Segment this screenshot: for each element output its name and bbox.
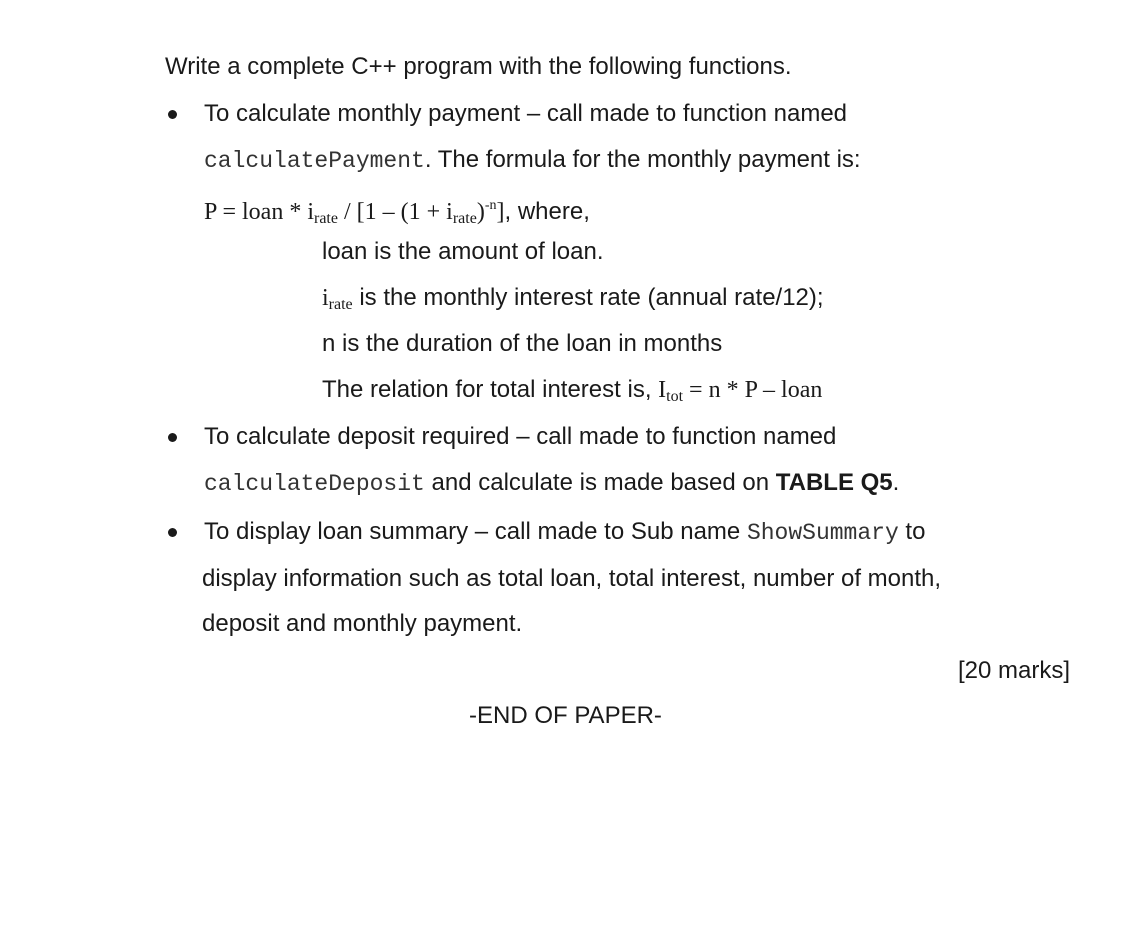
bullet-3-line-1-pre: To display loan summary – call made to Sub name bbox=[204, 518, 747, 545]
bullet-3-line-1 bbox=[204, 517, 925, 548]
bullet-3-marker bbox=[168, 528, 177, 537]
function-name-calculate-deposit: calculateDeposit bbox=[204, 471, 425, 497]
relation-subscript: tot bbox=[666, 388, 684, 405]
bullet-2-line-2-end: . bbox=[892, 469, 900, 496]
marks-label: [20 marks] bbox=[957, 657, 1070, 684]
bullet-2-marker bbox=[168, 433, 177, 442]
bullet-2-line-2-mid: and calculate is made based on bbox=[424, 469, 776, 496]
definition-rate bbox=[322, 283, 824, 320]
end-of-paper: -END OF PAPER- bbox=[469, 702, 662, 729]
definition-rate-subscript: rate bbox=[328, 296, 353, 313]
formula-where: , where, bbox=[504, 198, 590, 225]
definition-rate-text: is the monthly interest rate (annual rate/12); bbox=[352, 284, 824, 311]
bullet-2-line-1: To calculate deposit required – call made to function named bbox=[204, 423, 837, 450]
relation-text: The relation for total interest is, bbox=[322, 376, 659, 403]
formula-lhs: P = loan * i bbox=[204, 199, 314, 225]
definition-rate-var: i bbox=[322, 285, 329, 311]
intro-text: Write a complete C++ program with the following functions. bbox=[165, 53, 792, 80]
formula-close: ) bbox=[476, 199, 485, 225]
table-reference: TABLE Q5 bbox=[775, 469, 893, 496]
payment-formula bbox=[204, 191, 590, 234]
formula-superscript: -n bbox=[484, 198, 497, 213]
bullet-3-line-2: display information such as total loan, total interest, number of month, bbox=[202, 565, 942, 592]
formula-subscript-2: rate bbox=[452, 210, 477, 227]
bullet-2-line-2 bbox=[204, 468, 899, 499]
formula-end: ] bbox=[496, 199, 505, 225]
formula-mid: / [1 – (1 + i bbox=[337, 199, 453, 225]
formula-subscript-1: rate bbox=[313, 210, 338, 227]
relation-rhs: = n * P – loan bbox=[683, 377, 823, 403]
relation-var: I bbox=[658, 377, 667, 403]
total-interest-relation bbox=[322, 375, 822, 412]
definition-loan: loan is the amount of loan. bbox=[322, 238, 604, 265]
bullet-1-line-2 bbox=[204, 145, 861, 176]
function-name-calculate-payment: calculatePayment bbox=[204, 148, 425, 174]
bullet-1-line-1: To calculate monthly payment – call made to function named bbox=[204, 100, 848, 127]
bullet-1-marker bbox=[168, 110, 177, 119]
bullet-3-line-3: deposit and monthly payment. bbox=[202, 610, 523, 637]
sub-name-show-summary: ShowSummary bbox=[746, 520, 899, 546]
definition-n: n is the duration of the loan in months bbox=[322, 330, 723, 357]
bullet-1-line-2-rest: . The formula for the monthly payment is: bbox=[424, 146, 861, 173]
bullet-3-line-1-post: to bbox=[898, 518, 926, 545]
